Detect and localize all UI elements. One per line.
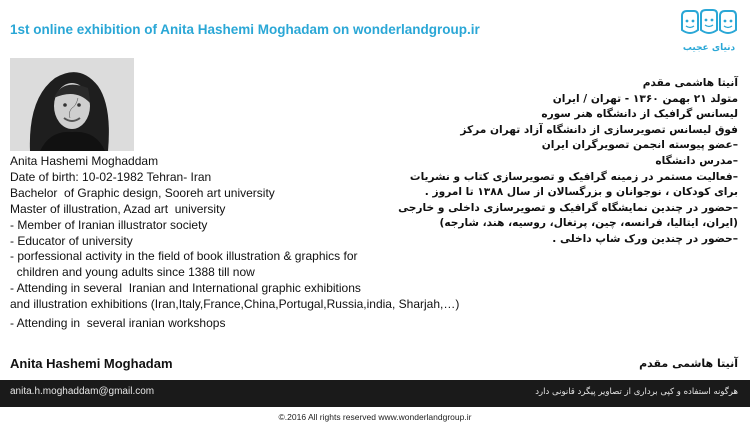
bio-line-fa: –حضور در چندین ورک شاپ داخلی . bbox=[552, 232, 738, 245]
artist-name-fa: آنیتا هاشمی مقدم bbox=[639, 357, 738, 370]
bio-line-fa: –عضو پیوسته انجمن تصویرگران ایران bbox=[541, 139, 738, 152]
bio-line-fa: لیسانس گرافیک از دانشگاه هنر سوره bbox=[541, 108, 738, 121]
bio-line-fa: متولد ۲۱ بهمن ۱۳۶۰ - تهران / ایران bbox=[552, 92, 738, 105]
three-faces-logo-icon bbox=[678, 8, 740, 56]
bio-line: Bachelor of Graphic design, Sooreh art university bbox=[10, 185, 275, 200]
persian-biography bbox=[398, 76, 738, 248]
contact-email-link[interactable]: anita.h.moghaddam@gmail.com bbox=[10, 386, 155, 397]
bio-line-fa: (ایران، ایتالیا، فرانسه، چین، پرتغال، روسیه، هند، شارجه) bbox=[439, 217, 738, 230]
bio-line-fa: برای کودکان ، نوجوانان و بزرگسالان از سال ۱۳۸۸ تا امروز . bbox=[424, 186, 738, 199]
footer-bar bbox=[0, 380, 750, 407]
bio-line: and illustration exhibitions (Iran,Italy,France,China,Portugal,Russia,india, Sharjah,…) bbox=[10, 297, 460, 312]
bio-line: Anita Hashemi Moghaddam bbox=[10, 154, 159, 168]
bio-line: - Educator of university bbox=[10, 233, 133, 248]
artist-portrait-photo bbox=[10, 58, 134, 151]
bio-line-fa: فوق لیسانس تصویرسازی از دانشگاه آزاد تهران مرکز bbox=[460, 123, 738, 136]
wonderland-logo[interactable] bbox=[678, 8, 740, 56]
bio-line: children and young adults since 1388 till now bbox=[10, 265, 255, 280]
bio-line-fa: –حضور در چندین نمایشگاه گرافیک و تصویرسازی داخلی و خارجی bbox=[398, 201, 738, 214]
artist-name-en: Anita Hashemi Moghadam bbox=[10, 356, 173, 371]
bio-line: - Member of Iranian illustrator society bbox=[10, 217, 208, 232]
artist-photo bbox=[10, 58, 134, 151]
exhibition-title: 1st online exhibition of Anita Hashemi Moghadam on wonderlandgroup.ir bbox=[10, 22, 480, 37]
bio-line-fa: –فعالیت مستمر در زمینه گرافیک و تصویرسازی کتاب و نشریات bbox=[409, 170, 738, 183]
bio-line: - porfessional activity in the field of book illustration & graphics for bbox=[10, 249, 358, 264]
bio-line: - Attending in several Iranian and International graphic exhibitions bbox=[10, 281, 361, 296]
bio-line-fa: –مدرس دانشگاه bbox=[655, 154, 738, 167]
bio-line: Date of birth: 10-02-1982 Tehran- Iran bbox=[10, 169, 212, 184]
copyright-notice-fa: هرگونه استفاده و کپی برداری از تصاویر پیگرد قانونی دارد bbox=[535, 387, 738, 397]
copyright-line: ©.2016 All rights reserved www.wonderlandgroup.ir bbox=[278, 412, 472, 422]
logo-text: دنیای عجیب bbox=[682, 43, 736, 53]
bio-line: - Attending in several iranian workshops bbox=[10, 316, 226, 331]
bio-line-fa: آنیتا هاشمی مقدم bbox=[642, 77, 738, 89]
bio-line: Master of illustration, Azad art university bbox=[10, 201, 226, 216]
